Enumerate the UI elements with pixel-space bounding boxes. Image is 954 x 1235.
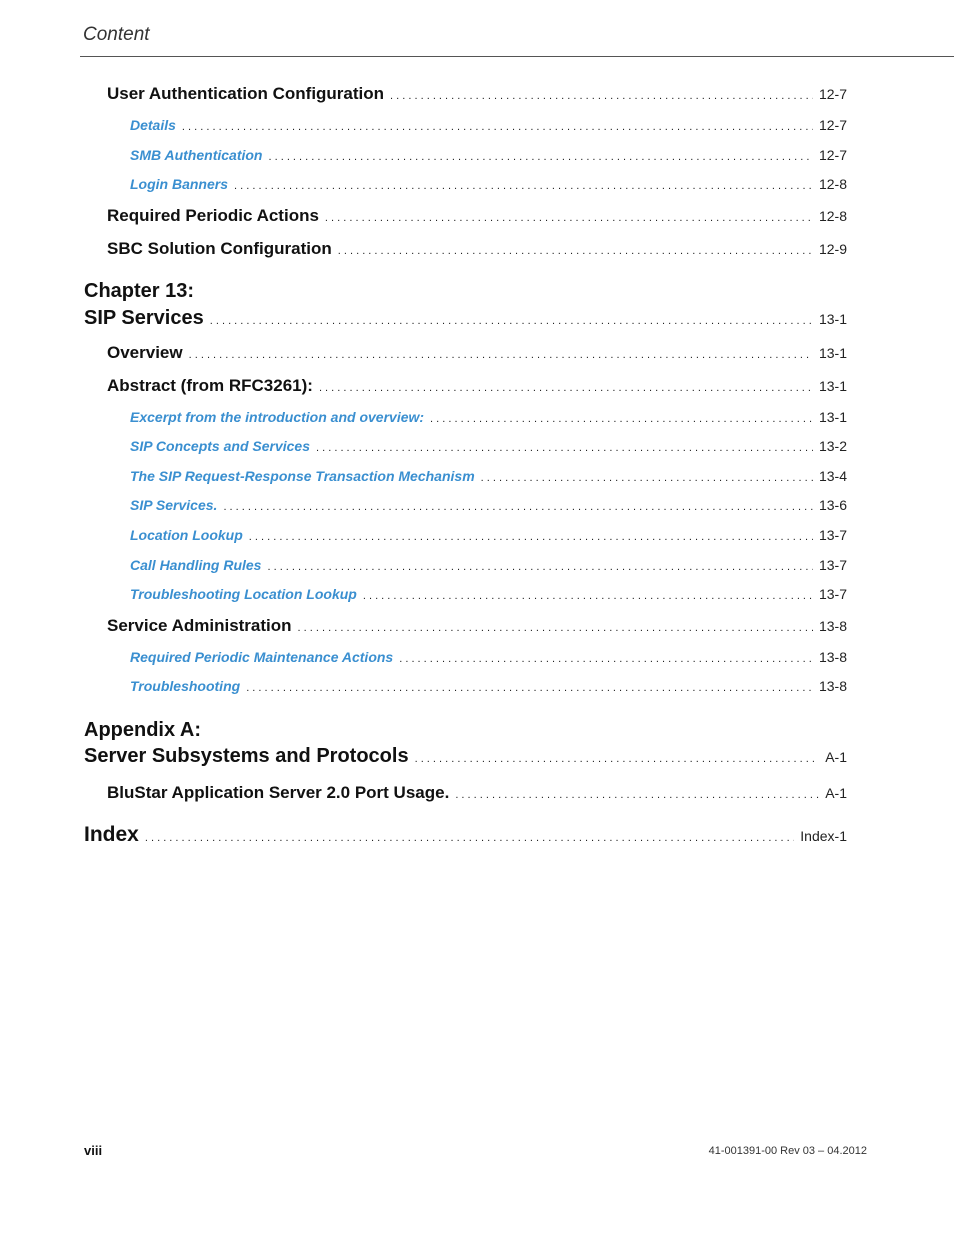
toc-subentry-label: SMB Authentication (130, 147, 263, 163)
toc-subentry-page: 13-8 (818, 649, 847, 665)
toc-entry-page: 12-8 (818, 208, 847, 224)
toc-entry-page: 13-1 (818, 345, 847, 361)
dot-leader (210, 316, 813, 327)
toc-entry-label: User Authentication Configuration (107, 84, 385, 103)
toc-subentry-label: SIP Concepts and Services (130, 438, 310, 454)
toc-subentry-page: 13-4 (818, 468, 847, 484)
toc-subentry-label: The SIP Request-Response Transaction Mechanism (130, 468, 475, 484)
toc-subentry[interactable] (130, 679, 847, 694)
toc-entry-label: Abstract (from RFC3261): (107, 376, 313, 395)
toc-index[interactable] (84, 824, 847, 845)
chapter-heading: Chapter 13: (84, 280, 195, 302)
dot-leader (455, 790, 819, 801)
toc-entry[interactable] (107, 377, 847, 394)
dot-leader (316, 443, 813, 454)
dot-leader (268, 152, 812, 163)
dot-leader (182, 122, 813, 133)
toc-subentry[interactable] (130, 118, 847, 133)
toc-subentry-label: Details (130, 117, 176, 133)
dot-leader (249, 532, 813, 543)
dot-leader (298, 623, 813, 634)
toc-subentry[interactable] (130, 177, 847, 192)
toc-appendix-page: A-1 (825, 749, 847, 765)
toc-entry[interactable] (107, 344, 847, 361)
dot-leader (246, 683, 813, 694)
toc-subentry-label: Troubleshooting Location Lookup (130, 586, 357, 602)
dot-leader (325, 213, 813, 224)
toc-subentry[interactable] (130, 439, 847, 454)
toc-subentry-label: Call Handling Rules (130, 557, 262, 573)
toc-subentry[interactable] (130, 410, 847, 425)
toc-chapter-title: SIP Services (84, 307, 204, 329)
dot-leader (189, 350, 813, 361)
dot-leader (338, 246, 813, 257)
dot-leader (223, 502, 813, 513)
toc-subentry-label: Required Periodic Maintenance Actions (130, 649, 394, 665)
toc-subentry-page: 13-6 (818, 497, 847, 513)
toc-entry-label: SBC Solution Configuration (107, 239, 332, 258)
footer-doc-id: 41-001391-00 Rev 03 – 04.2012 (708, 1145, 867, 1157)
toc-subentry[interactable] (130, 650, 847, 665)
toc-chapter[interactable] (84, 308, 847, 328)
toc-subentry-label: Excerpt from the introduction and overview: (130, 409, 425, 425)
toc-index-page: Index-1 (800, 828, 847, 844)
dot-leader (234, 181, 813, 192)
toc-entry-label: BluStar Application Server 2.0 Port Usage. (107, 783, 450, 802)
appendix-heading: Appendix A: (84, 719, 202, 741)
toc-entry-page: A-1 (825, 785, 847, 801)
toc-entry[interactable] (107, 617, 847, 634)
dot-leader (145, 833, 794, 844)
toc-subentry-label: Location Lookup (130, 527, 243, 543)
toc-entry-page: 13-1 (818, 378, 847, 394)
toc-entry[interactable] (107, 784, 847, 801)
toc-subentry-page: 13-1 (818, 409, 847, 425)
toc-entry-label: Service Administration (107, 616, 292, 635)
toc-appendix-title: Server Subsystems and Protocols (84, 745, 409, 767)
dot-leader (363, 591, 813, 602)
toc-subentry-page: 13-7 (818, 586, 847, 602)
dot-leader (399, 654, 813, 665)
toc-entry-label: Overview (107, 343, 183, 362)
toc-entry-page: 12-9 (818, 241, 847, 257)
toc-subentry[interactable] (130, 498, 847, 513)
dot-leader (481, 473, 813, 484)
toc-entry[interactable] (107, 240, 847, 257)
toc-index-label: Index (84, 823, 139, 846)
dot-leader (267, 562, 813, 573)
toc-subentry-page: 13-2 (818, 438, 847, 454)
toc-subentry-label: Login Banners (130, 176, 229, 192)
toc-subentry[interactable] (130, 528, 847, 543)
header-divider (80, 56, 954, 57)
toc-subentry-label: Troubleshooting (130, 678, 241, 694)
toc-subentry-label: SIP Services. (130, 497, 218, 513)
toc-subentry[interactable] (130, 148, 847, 163)
toc-entry[interactable] (107, 85, 847, 102)
dot-leader (319, 383, 813, 394)
toc-entry-page: 13-8 (818, 618, 847, 634)
toc-subentry-page: 12-7 (818, 147, 847, 163)
toc-entry-label: Required Periodic Actions (107, 206, 319, 225)
toc-subentry-page: 13-7 (818, 527, 847, 543)
toc-subentry-page: 13-7 (818, 557, 847, 573)
toc-chapter-page: 13-1 (818, 311, 847, 327)
toc-subentry-page: 12-7 (818, 117, 847, 133)
toc-appendix[interactable] (84, 746, 847, 766)
toc-entry[interactable] (107, 207, 847, 224)
toc-subentry[interactable] (130, 587, 847, 602)
toc-subentry-page: 12-8 (818, 176, 847, 192)
toc-entry-page: 12-7 (818, 86, 847, 102)
dot-leader (415, 754, 820, 765)
footer-page-number: viii (84, 1143, 103, 1158)
toc-subentry[interactable] (130, 558, 847, 573)
dot-leader (390, 91, 813, 102)
dot-leader (430, 414, 813, 425)
running-header-title: Content (83, 24, 150, 45)
toc-subentry-page: 13-8 (818, 678, 847, 694)
toc-subentry[interactable] (130, 469, 847, 484)
